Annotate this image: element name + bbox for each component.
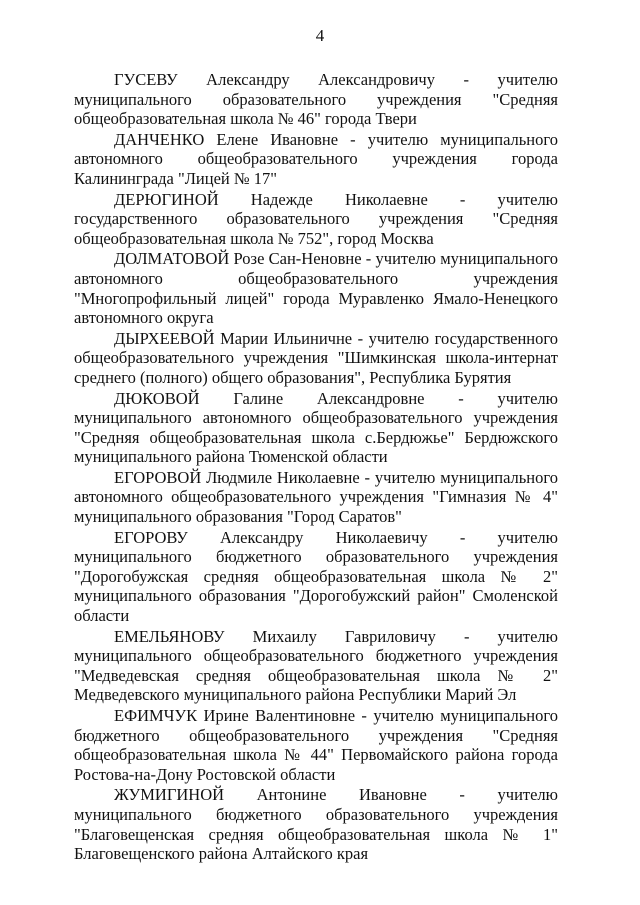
list-item-egorova: ЕГОРОВОЙ Людмиле Николаевне - учителю муниципального автономного общеобразовательного учреждения "Гимназия № 4" муниципального образования "Город Саратов" [74,467,558,527]
list-item-danchenko: ДАНЧЕНКО Елене Ивановне - учителю муниципального автономного общеобразовательного учреждения города Калининграда "Лицей № 17" [74,129,558,188]
list-item-dyrkheeva: ДЫРХЕЕВОЙ Марии Ильиничне - учителю государственного общеобразовательного учреждения "Шимкинская школа-интернат среднего (полного) общего образования", Республика Бурятия [74,328,558,387]
document-body [74,70,558,864]
list-item-efimchuk: ЕФИМЧУК Ирине Валентиновне - учителю муниципального бюджетного общеобразовательного учреждения "Средняя общеобразовательная школа № 44" Первомайского района города Ростова-на-Дону Ростовской области [74,706,558,784]
list-item-gusev: ГУСЕВУ Александру Александровичу - учителю муниципального образовательного учреждения "Средняя общеобразовательная школа № 46" города Твери [74,70,558,129]
list-item-deryugina: ДЕРЮГИНОЙ Надежде Николаевне - учителю государственного образовательного учреждения "Средняя общеобразовательная школа № 752", город Москва [74,189,558,248]
list-item-dolmatova: ДОЛМАТОВОЙ Розе Сан-Неновне - учителю муниципального автономного общеобразовательного учреждения "Многопрофильный лицей" города Муравленко Ямало-Ненецкого автономного округа [74,249,558,328]
list-item-dyukova: ДЮКОВОЙ Галине Александровне - учителю муниципального автономного общеобразовательного учреждения "Средняя общеобразовательная школа с.Бердюжье" Бердюжского муниципального района Тюменской области [74,388,558,467]
page-number: 4 [315,26,325,45]
list-item-emelyanov: ЕМЕЛЬЯНОВУ Михаилу Гавриловичу - учителю муниципального общеобразовательного бюджетного учреждения "Медведевская средняя общеобразовательная школа № 2" Медведевского муниципального района Республики Марий Эл [74,626,558,705]
list-item-egorov: ЕГОРОВУ Александру Николаевичу - учителю муниципального бюджетного образовательного учреждения "Дорогобужская средняя общеобразовательная школа № 2" муниципального образования "Дорогобужский район" Смоленской области [74,527,558,626]
list-item-zhumigina: ЖУМИГИНОЙ Антонине Ивановне - учителю муниципального бюджетного образовательного учреждения "Благовещенская средняя общеобразовательная школа № 1" Благовещенского района Алтайского края [74,785,558,864]
